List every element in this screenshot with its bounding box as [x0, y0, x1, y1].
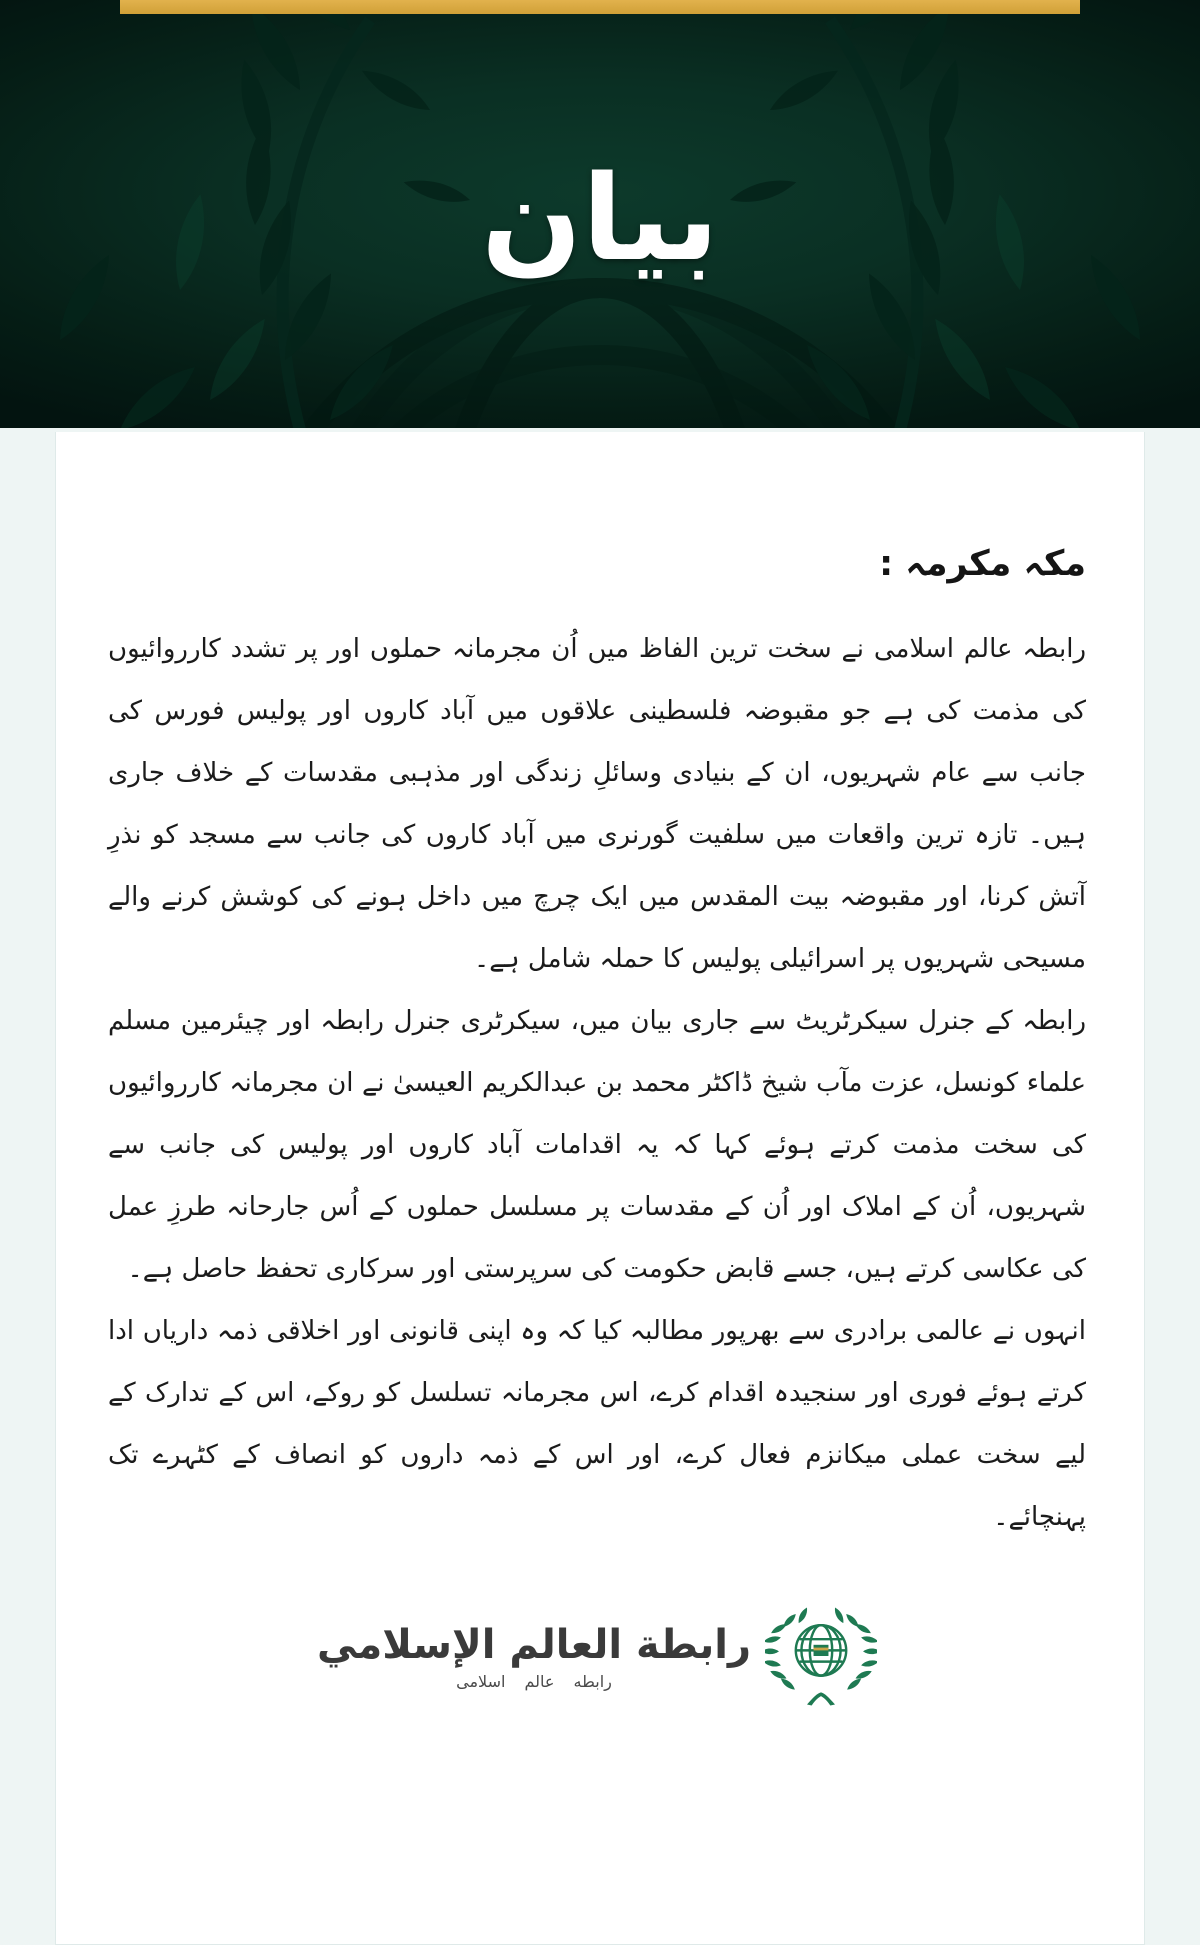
mwl-globe-wreath-emblem-icon	[765, 1600, 877, 1712]
gold-accent-bar	[120, 0, 1080, 14]
statement-card	[55, 432, 1145, 1945]
org-wordmark	[317, 1622, 751, 1691]
kaaba-mark	[814, 1645, 829, 1656]
statement-paragraph: انہوں نے عالمی برادری سے بھرپور مطالبہ کیا کہ وہ اپنی قانونی اور اخلاقی ذمہ داریاں ادا کرتے ہوئے فوری اور سنجیدہ اقدام کرے، اس مجرمانہ تسلسل کو روکے، اس کے تدارک کے لیے سخت عملی میکانزم فعال کرے، اور اس کے ذمہ داروں کو انصاف کے کٹہرے تک پہنچائے۔	[108, 1316, 1086, 1532]
statement-paragraph: رابطہ عالم اسلامی نے سخت ترین الفاظ میں اُن مجرمانہ حملوں اور پر تشدد کارروائیوں کی مذمت کی ہے جو مقبوضہ فلسطینی علاقوں میں آباد کاروں اور پولیس فورس کی جانب سے عام شہریوں، ان کے بنیادی وسائلِ زندگی اور مذہبی مقدسات کے خلاف جاری ہیں۔ تازہ ترین واقعات میں سلفیت گورنری میں آباد کاروں کی جانب سے مسجد کو نذرِ آتش کرنا، اور مقبوضہ بیت المقدس میں ایک چرچ میں داخل ہونے کی کوشش کرنے والے مسیحی شہریوں پر اسرائیلی پولیس کا حملہ شامل ہے۔	[108, 634, 1086, 974]
statement-body	[108, 618, 1086, 1548]
content-area	[0, 428, 1200, 1945]
kaaba-gold-band	[814, 1648, 829, 1651]
location-heading: مکہ مکرمہ :	[879, 544, 1086, 584]
statement-title: بیان	[481, 149, 719, 287]
org-name-urdu: رابطه عالم اسلامی	[456, 1671, 612, 1691]
statement-paragraph: رابطہ کے جنرل سیکرٹریٹ سے جاری بیان میں، سیکرٹری جنرل رابطہ اور چیئرمین مسلم علماء کونسل، عزت مآب شیخ ڈاکٹر محمد بن عبدالکریم العیسیٰ نے ان مجرمانہ کارروائیوں کی سخت مذمت کرتے ہوئے کہا کہ یہ اقدامات آباد کاروں اور پولیس کی جانب سے شہریوں، اُن کے املاک اور اُن کے مقدسات پر مسلسل حملوں کے اُس جارحانہ طرزِ عمل کی عکاسی کرتے ہیں، جسے قابض حکومت کی سرپرستی اور سرکاری تحفظ حاصل ہے۔	[108, 1006, 1086, 1284]
org-logo	[108, 1600, 1086, 1712]
org-name-arabic: رابطة العالم الإسلامي	[317, 1621, 751, 1668]
header-banner	[0, 0, 1200, 428]
